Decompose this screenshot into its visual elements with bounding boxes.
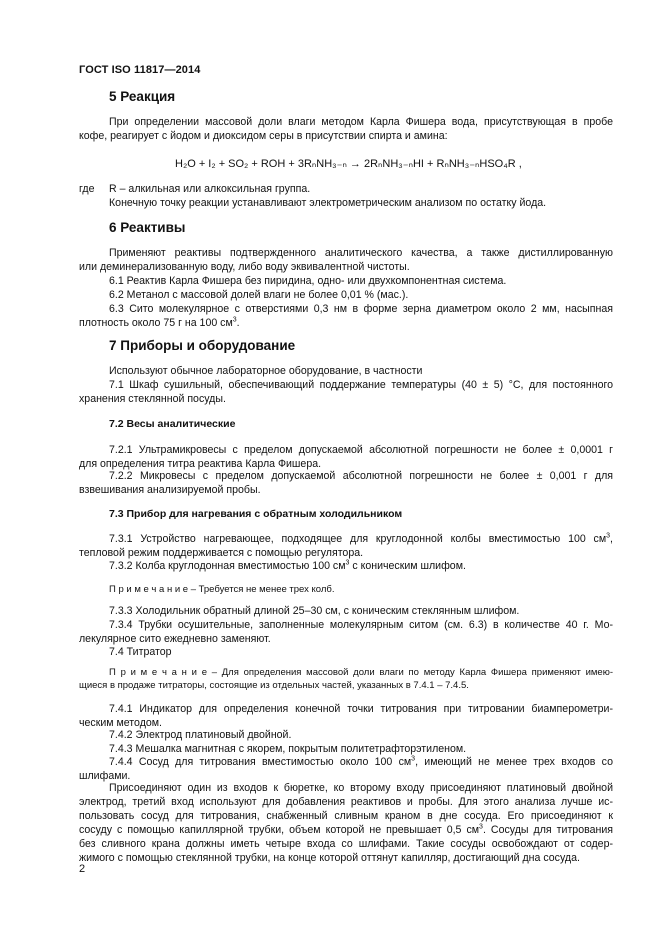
item-7-4: 7.4 Титратор — [109, 646, 172, 658]
text-fragment: , имеющий не менее трех входов со — [415, 756, 613, 768]
page-number: 2 — [79, 863, 86, 875]
item-7-3-4 — [79, 618, 613, 646]
text-line: ческим методом. — [79, 717, 163, 729]
superscript: 3 — [232, 316, 237, 324]
text-fragment: . Сосуды для титрования — [482, 824, 613, 836]
item-7-2-2 — [79, 469, 613, 497]
text-fragment: 7.4.4 Сосуд для титрования вместимостью около 100 см — [109, 756, 412, 768]
text-fragment: . — [236, 317, 240, 329]
text-line: для определения титра реактива Карла Фишера. — [79, 458, 322, 470]
item-7-3-1 — [79, 532, 613, 560]
text-line: Присоединяют один из входов к бюретке, ко второму входу присоединяют платиновый двойной — [109, 782, 613, 794]
subsection-7-2-title: 7.2 Весы аналитические — [109, 418, 236, 430]
section-5-title: 5 Реакция — [109, 89, 176, 104]
item-7-4-2: 7.4.2 Электрод платиновый двойной. — [109, 729, 292, 741]
section-5-paragraph — [79, 115, 613, 143]
item-7-4-1 — [79, 702, 613, 730]
superscript: 3 — [606, 532, 611, 540]
item-7-3-3: 7.3.3 Холодильник обратный длиной 25–30 см, с коническим стеклянным шлифом. — [109, 605, 520, 617]
section-6-paragraph — [79, 246, 613, 274]
item-7-4-3: 7.4.3 Мешалка магнитная с якорем, покрытым политетрафторэтиленом. — [109, 743, 467, 755]
where-definition: R – алкильная или алкоксильная группа. — [109, 183, 311, 195]
text-line — [79, 532, 613, 546]
note-text: – Для определения массовой доли влаги по методу Карла Фишера применяют имею- — [206, 667, 613, 678]
text-fragment: 7.3.1 Устройство нагревающее, подходящее для круглодонной колбы вместимостью 100 см — [109, 533, 607, 545]
text-line: хранения стеклянной посуды. — [79, 393, 226, 405]
reaction-formula: H₂O + I₂ + SO₂ + ROH + 3RₙNH₃₋ₙ → 2RₙNH₃₋ₙHI + RₙNH₃₋ₙHSO₄R , — [175, 158, 522, 170]
note-label: П р и м е ч а н и е — [109, 667, 207, 678]
superscript: 3 — [479, 823, 483, 831]
item-6-3 — [79, 302, 613, 330]
note-2 — [79, 666, 613, 692]
text-line: лекулярное сито ежедневно заменяют. — [79, 633, 271, 645]
text-line: или деминерализованную воду, либо воду эквивалентной чистоты. — [79, 261, 410, 273]
text-line: шлифами. — [79, 770, 131, 782]
item-7-1 — [79, 378, 613, 406]
where-label: где — [79, 183, 95, 195]
text-line — [79, 823, 613, 837]
text-line: 7.4.1 Индикатор для определения конечной точки титрования при титровании биамперометри- — [109, 703, 613, 715]
text-line: 7.2.1 Ультрамикровесы с пределом допускаемой абсолютной погрешности не более ± 0,0001 г — [109, 444, 613, 456]
note-1 — [109, 583, 613, 596]
text-line: 7.1 Шкаф сушильный, обеспечивающий поддержание температуры (40 ± 5) °С, для постоянного — [109, 379, 613, 391]
section-6-title: 6 Реактивы — [109, 220, 186, 235]
subsection-7-3-title: 7.3 Прибор для нагревания с обратным холодильником — [109, 508, 403, 520]
section-7-title: 7 Приборы и оборудование — [109, 338, 296, 353]
text-fragment: сосуду с помощью капиллярной трубки, объем которой не превышает 0,5 см — [79, 824, 480, 836]
text-line: 7.2.2 Микровесы с пределом допускаемой абсолютной погрешности не более ± 0,001 г для — [109, 470, 613, 482]
text-line: тепловой режим поддерживается с помощью регулятора. — [79, 547, 364, 559]
text-line: без сливного крана должны иметь четыре входа со шлифами. Такие сосуды освобождают от содер- — [79, 838, 613, 850]
superscript: 3 — [411, 755, 416, 763]
standard-header: ГОСТ ISO 11817—2014 — [79, 64, 201, 76]
titration-vessel-paragraph — [79, 781, 613, 865]
item-6-1: 6.1 Реактив Карла Фишера без пиридина, одно- или двухкомпонентная система. — [109, 275, 507, 287]
text-fragment: 7.3.2 Колба круглодонная вместимостью 100 см — [109, 560, 346, 572]
text-line: электрод, третий вход используют для добавления реактивов и пробы. Для этого анализа лучше ис- — [79, 796, 613, 808]
text-fragment: плотность около 75 г на 100 см — [79, 317, 233, 329]
text-line: пользовать сосуд для титрования, снабженный сливным краном в дне сосуда. Его присоединяют к — [79, 810, 613, 822]
text-line: Применяют реактивы подтвержденного аналитического качества, а также дистиллированную — [109, 247, 613, 259]
item-7-2-1 — [79, 443, 613, 471]
section-7-intro: Используют обычное лабораторное оборудование, в частности — [109, 365, 423, 377]
note-text: – Требуется не менее трех колб. — [188, 584, 335, 595]
endpoint-paragraph: Конечную точку реакции устанавливают электрометрическим анализом по остатку йода. — [109, 197, 547, 209]
text-line: жимого с помощью стеклянной трубки, на конце которой оттянут капилляр, достигающий дна сосуда. — [79, 852, 580, 864]
text-line — [79, 666, 613, 679]
text-fragment: с коническим шлифом. — [349, 560, 466, 572]
text-line: При определении массовой доли влаги методом Карла Фишера вода, присутствующая в пробе — [109, 116, 613, 128]
item-7-4-4 — [79, 755, 613, 783]
item-7-3-2 — [109, 559, 613, 573]
text-line: 7.3.4 Трубки осушительные, заполненные молекулярным ситом (см. 6.3) в количестве 40 г. Мо- — [109, 619, 613, 631]
text-line: 6.3 Сито молекулярное с отверстиями 0,3 нм в форме зерна диаметром около 2 мм, насыпная — [109, 303, 613, 315]
superscript: 3 — [345, 559, 350, 567]
text-line: щиеся в продаже титраторы, состоящие из отдельных частей, указанных в 7.4.1 – 7.4.5. — [79, 680, 469, 691]
item-6-2: 6.2 Метанол с массовой долей влаги не более 0,01 % (мас.). — [109, 289, 409, 301]
text-line — [79, 755, 613, 769]
text-line — [79, 316, 613, 330]
text-fragment: , — [610, 533, 613, 545]
text-line: взвешивания анализируемой пробы. — [79, 484, 261, 496]
note-label: П р и м е ч а н и е — [109, 584, 189, 595]
text-line: кофе, реагирует с йодом и диоксидом серы в присутствии спирта и амина: — [79, 130, 448, 142]
